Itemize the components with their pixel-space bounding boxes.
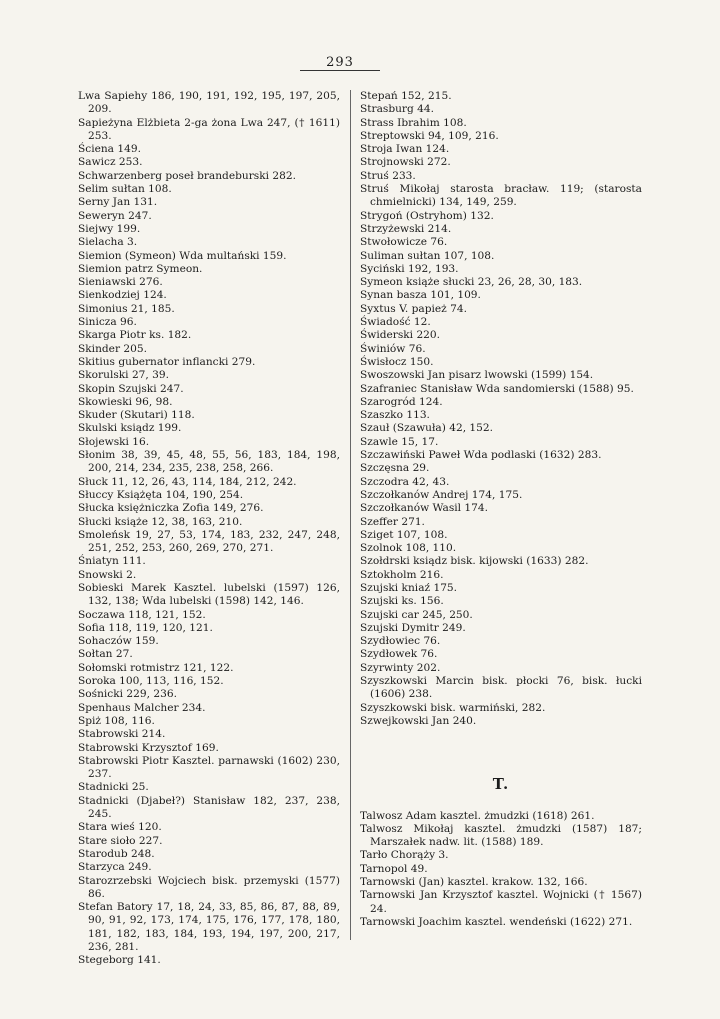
index-entry: Strass Ibrahim 108.: [360, 116, 467, 129]
index-entry: Szaszko 113.: [360, 409, 430, 422]
index-entry: Siemion (Symeon) Wda multański 159.: [78, 249, 287, 262]
index-entry: Sielacha 3.: [78, 236, 138, 249]
index-entry: Słucka księżniczka Zofia 149, 276.: [78, 502, 264, 515]
index-entry: Słucki książe 12, 38, 163, 210.: [78, 515, 243, 528]
index-entry: Sołomski rotmistrz 121, 122.: [78, 661, 234, 674]
index-entry: Sinicza 96.: [78, 316, 137, 329]
column-divider: [350, 90, 351, 940]
index-entry: Szyszkowski Marcin bisk. płocki 76, bisk. łucki (1606) 238.: [360, 675, 642, 701]
index-entry: Serny Jan 131.: [78, 196, 158, 209]
index-entry: Stwołowicze 76.: [360, 236, 448, 249]
index-entry: Tarnowski Jan Krzysztof kasztel. Wojnicki († 1567) 24.: [360, 889, 642, 915]
index-entry: Sziget 107, 108.: [360, 528, 448, 541]
index-entry: Soroka 100, 113, 116, 152.: [78, 675, 224, 688]
index-entry: Stadnicki 25.: [78, 781, 149, 794]
index-entry: Szauł (Szawuła) 42, 152.: [360, 422, 494, 435]
index-entry: Świderski 220.: [360, 329, 441, 342]
index-entry: Stegeborg 141.: [78, 954, 161, 967]
index-entry: Szczołkanów Wasil 174.: [360, 502, 488, 515]
index-entry: Świniów 76.: [360, 342, 426, 355]
index-entry: Smoleńsk 19, 27, 53, 174, 183, 232, 247, 248, 251, 252, 253, 260, 269, 270, 271.: [78, 528, 340, 555]
index-entry: Streptowski 94, 109, 216.: [360, 129, 499, 142]
index-entry: Struś 233.: [360, 169, 416, 182]
index-entry: Śniatyn 111.: [78, 555, 146, 568]
index-entry: Lwa Sapiehy 186, 190, 191, 192, 195, 197, 205, 209.: [78, 90, 340, 116]
index-entry: Szarogród 124.: [360, 395, 443, 408]
index-entry: Ściena 149.: [78, 143, 141, 156]
section-t-entries: [360, 810, 642, 930]
index-entry: Synan basza 101, 109.: [360, 289, 481, 302]
index-entry: Stabrowski 214.: [78, 728, 166, 741]
index-entry: Tarło Chorąży 3.: [360, 849, 449, 862]
index-entry: Tarnowski (Jan) kasztel. krakow. 132, 166.: [360, 876, 588, 889]
index-entry: Sienkodziej 124.: [78, 289, 167, 302]
index-entry: Suliman sułtan 107, 108.: [360, 249, 495, 262]
index-entry: Spenhaus Malcher 234.: [78, 701, 206, 714]
index-entry: Siemion patrz Symeon.: [78, 262, 203, 275]
index-entry: Szczołkanów Andrej 174, 175.: [360, 488, 523, 501]
index-entry: Szujski ks. 156.: [360, 595, 444, 608]
index-entry: Stroja Iwan 124.: [360, 143, 450, 156]
index-entry: Skowieski 96, 98.: [78, 395, 173, 408]
index-entry: Szczęsna 29.: [360, 462, 430, 475]
index-entry: Stare sioło 227.: [78, 834, 163, 847]
index-entry: Szujski kniaź 175.: [360, 581, 458, 594]
index-entry: Szeffer 271.: [360, 515, 425, 528]
index-entry: Starzyca 249.: [78, 861, 152, 874]
index-entry: Snowski 2.: [78, 568, 137, 581]
index-entry: Stabrowski Piotr Kasztel. parnawski (1602) 230, 237.: [78, 754, 340, 781]
index-entry: Szolnok 108, 110.: [360, 542, 457, 555]
index-entry: Szafraniec Stanisław Wda sandomierski (1588) 95.: [360, 382, 634, 395]
index-entry: Świsłocz 150.: [360, 355, 434, 368]
index-entry: Starodub 248.: [78, 847, 155, 860]
index-entry: Syxtus V. papież 74.: [360, 302, 467, 315]
index-entry: Sawicz 253.: [78, 156, 143, 169]
header-rule: [300, 70, 380, 71]
index-entry: Szołdrski ksiądz bisk. kijowski (1633) 282.: [360, 555, 589, 568]
index-entry: Szujski Dymitr 249.: [360, 621, 466, 634]
index-entry: Szyrwinty 202.: [360, 661, 441, 674]
index-entry: Stadnicki (Djabeł?) Stanisław 182, 237, 238, 245.: [78, 794, 340, 821]
index-entry: Starozrzebski Wojciech bisk. przemyski (1577) 86.: [78, 874, 340, 900]
index-entry: Sobieski Marek Kasztel. lubelski (1597) 126, 132, 138; Wda lubelski (1598) 142, 146.: [78, 581, 340, 608]
index-entry: Sapieżyna Elżbieta 2-ga żona Lwa 247, († 1611) 253.: [78, 116, 340, 142]
index-entry: Sohaczów 159.: [78, 635, 159, 648]
index-entry: Szujski car 245, 250.: [360, 608, 473, 621]
index-entry: Strasburg 44.: [360, 103, 434, 116]
right-entries: [360, 90, 642, 728]
index-entry: Słuccy Książęta 104, 190, 254.: [78, 488, 244, 501]
index-entry: Szczawiński Paweł Wda podlaski (1632) 283.: [360, 449, 602, 462]
index-entry: Świadość 12.: [360, 316, 431, 329]
index-entry: Sośnicki 229, 236.: [78, 688, 177, 701]
index-entry: Spiż 108, 116.: [78, 714, 155, 727]
index-entry: Szydłowek 76.: [360, 648, 438, 661]
index-entry: Talwosz Adam kasztel. żmudzki (1618) 261.: [360, 809, 595, 822]
index-entry: Sołtan 27.: [78, 648, 133, 661]
index-entry: Skuder (Skutari) 118.: [78, 409, 195, 422]
index-entry: Skinder 205.: [78, 342, 147, 355]
index-entry: Szawle 15, 17.: [360, 435, 439, 448]
index-entry: Selim sułtan 108.: [78, 183, 172, 196]
index-entry: Tarnowski Joachim kasztel. wendeński (1622) 271.: [360, 915, 633, 928]
index-entry: Sofia 118, 119, 120, 121.: [78, 621, 213, 634]
index-entry: Słojewski 16.: [78, 435, 150, 448]
index-entry: Szyszkowski bisk. warmiński, 282.: [360, 701, 546, 714]
index-entry: Stara wieś 120.: [78, 821, 162, 834]
index-entry: Szczodra 42, 43.: [360, 475, 450, 488]
index-entry: Skarga Piotr ks. 182.: [78, 329, 192, 342]
index-entry: Skopin Szujski 247.: [78, 382, 184, 395]
page-number: 293: [326, 55, 354, 70]
index-entry: Syciński 192, 193.: [360, 262, 459, 275]
index-entry: Symeon książe słucki 23, 26, 28, 30, 183.: [360, 276, 583, 289]
index-entry: Schwarzenberg poseł brandeburski 282.: [78, 169, 296, 182]
left-column: [78, 90, 340, 968]
index-entry: Stepań 152, 215.: [360, 90, 452, 102]
index-entry: Strzyżewski 214.: [360, 222, 452, 235]
index-entry: Talwosz Mikołaj kasztel. żmudzki (1587) 187; Marszałek nadw. lit. (1588) 189.: [360, 822, 642, 849]
index-entry: Słuck 11, 12, 26, 43, 114, 184, 212, 242.: [78, 475, 297, 488]
index-entry: Strojnowski 272.: [360, 156, 451, 169]
index-entry: Simonius 21, 185.: [78, 302, 175, 315]
index-entry: Słonim 38, 39, 45, 48, 55, 56, 183, 184, 198, 200, 214, 234, 235, 238, 258, 266.: [78, 449, 340, 475]
index-entry: Stabrowski Krzysztof 169.: [78, 741, 219, 754]
index-entry: Struś Mikołaj starosta bracław. 119; (starosta chmielnicki) 134, 149, 259.: [360, 183, 642, 209]
index-entry: Szwejkowski Jan 240.: [360, 714, 477, 727]
index-entry: Skorulski 27, 39.: [78, 369, 170, 382]
index-entry: Tarnopol 49.: [360, 862, 428, 875]
index-entry: Skitius gubernator inflancki 279.: [78, 355, 256, 368]
right-column: [360, 90, 642, 929]
index-entry: Swoszowski Jan pisarz lwowski (1599) 154.: [360, 369, 594, 382]
index-entry: Soczawa 118, 121, 152.: [78, 608, 206, 621]
index-entry: Siejwy 199.: [78, 222, 141, 235]
index-entry: Sztokholm 216.: [360, 568, 444, 581]
index-entry: Strygoń (Ostryhom) 132.: [360, 209, 494, 222]
index-entry: Szydłowiec 76.: [360, 635, 441, 648]
index-entry: Stefan Batory 17, 18, 24, 33, 85, 86, 87, 88, 89, 90, 91, 92, 173, 174, 175, 176, 177, 178, 180, 181, 182, 183, 184, 193, 194, 197, 200, 217, 236, 281.: [78, 901, 340, 953]
index-entry: Seweryn 247.: [78, 209, 152, 222]
section-heading-t: T.: [492, 775, 510, 794]
index-entry: Sieniawski 276.: [78, 276, 163, 289]
index-entry: Skulski ksiądz 199.: [78, 422, 182, 435]
